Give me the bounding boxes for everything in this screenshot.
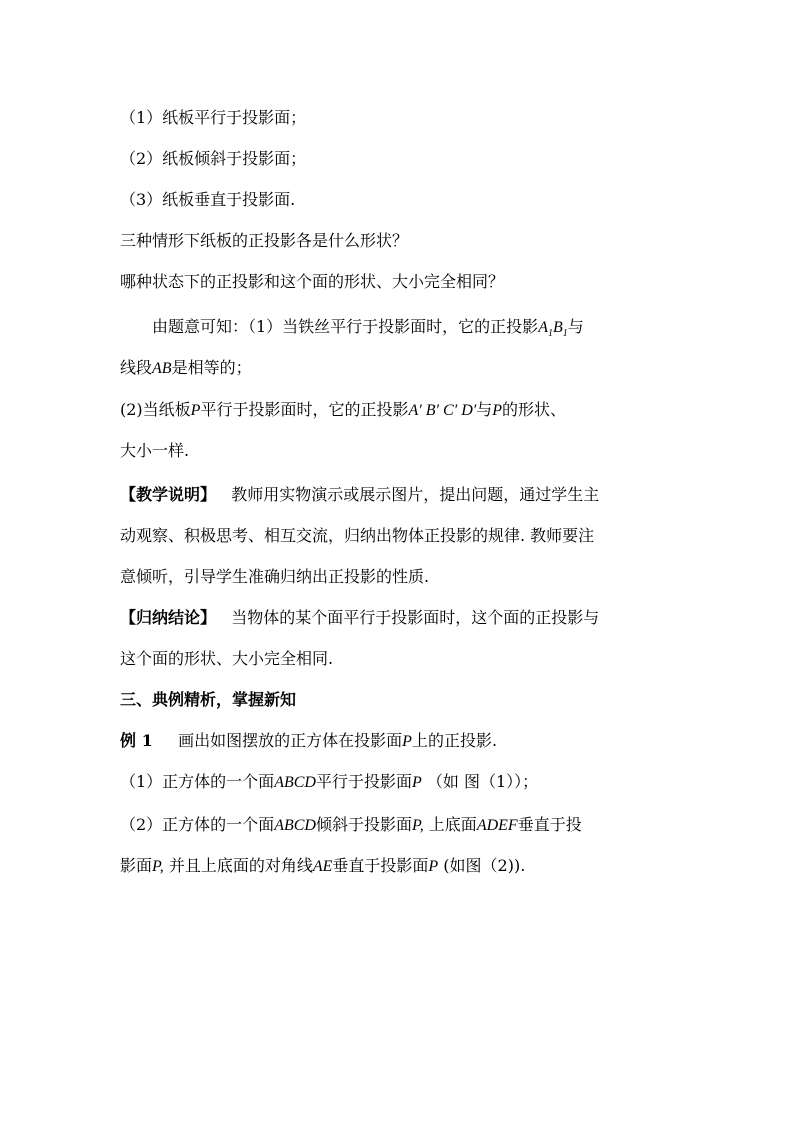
answer-text: 与	[476, 400, 493, 419]
list-item-1: （1）纸板平行于投影面；	[120, 108, 307, 127]
answer-text: 平行于投影面时，它的正投影	[200, 400, 409, 419]
var-p: P	[190, 402, 201, 419]
example-text: 并且上底面的对角线	[168, 856, 313, 875]
answer-paragraph-line-2	[120, 358, 680, 379]
conclusion-tag: 【归纳结论】	[120, 608, 217, 627]
question-1: 三种情形下纸板的正投影各是什么形状？	[120, 231, 409, 250]
var-abcd: ABCD	[274, 774, 316, 791]
conclusion-text: 当物体的某个面平行于投影面时，这个面的正投影与	[231, 608, 600, 627]
answer-paragraph-line-3	[120, 400, 680, 421]
example-part-2-line-2	[120, 856, 680, 877]
example-text: 上底面	[428, 815, 477, 834]
answer-text: (2)当纸板	[120, 400, 191, 419]
conclusion-line-2: 这个面的形状、大小完全相同.	[120, 649, 334, 668]
example-text-end: (如图（2)).	[443, 856, 526, 875]
example-text: 影面	[120, 856, 153, 875]
example-text: 画出如图摆放的正方体在投影面	[178, 731, 403, 750]
var-p: P,	[411, 817, 424, 834]
example-text-end: 垂直于投	[517, 815, 582, 834]
var-p: P	[402, 733, 412, 750]
answer-text-end: 是相等的；	[171, 358, 252, 377]
answer-text: 线段	[120, 358, 153, 377]
example-text-end: （如 图（1））；	[426, 772, 539, 791]
answer-paragraph-line-1	[152, 317, 680, 338]
var-ab: AB	[152, 360, 172, 377]
conclusion-line-1	[120, 608, 680, 628]
var-p: P	[411, 774, 422, 791]
answer-text-end: 与	[567, 317, 584, 336]
question-2: 哪种状态下的正投影和这个面的形状、大小完全相同？	[120, 272, 505, 291]
teaching-note-line-3: 意倾听，引导学生准确归纳出正投影的性质.	[120, 567, 430, 586]
example-title	[120, 731, 680, 752]
var-p: P	[428, 858, 439, 875]
var-p: P,	[152, 858, 164, 875]
var-adef: ADEF	[476, 817, 518, 834]
example-part-1	[120, 772, 680, 793]
teaching-note-line-1	[120, 485, 680, 505]
example-text: 平行于投影面	[315, 772, 412, 791]
example-part-2-line-1	[120, 815, 680, 836]
var-a: A	[538, 319, 548, 336]
var-ae: AE	[312, 858, 333, 875]
section-heading: 三、典例精析，掌握新知	[120, 690, 297, 709]
answer-text: 由题意可知：（1）当铁丝平行于投影面时，它的正投影	[152, 317, 539, 336]
subscript-2: 1	[562, 328, 568, 340]
answer-text-end: 的形状、	[502, 400, 567, 419]
list-item-2: （2）纸板倾斜于投影面；	[120, 149, 307, 168]
list-item-3: （3）纸板垂直于投影面.	[120, 190, 296, 209]
var-b: B	[552, 319, 563, 336]
var-abcd: ABCD	[274, 817, 316, 834]
answer-paragraph-line-4: 大小一样.	[120, 441, 190, 460]
subscript-1: 1	[547, 328, 553, 340]
example-text-end: 上的正投影.	[411, 731, 498, 750]
example-tag: 例 1	[120, 731, 153, 750]
teaching-note-line-2: 动观察、积极思考、相互交流，归纳出物体正投影的规律. 教师要注	[120, 526, 595, 545]
var-p: P	[492, 402, 503, 419]
teaching-note-text: 教师用实物演示或展示图片，提出问题，通过学生主	[231, 485, 600, 504]
teaching-note-tag: 【教学说明】	[120, 485, 217, 504]
example-text: 倾斜于投影面	[315, 815, 412, 834]
example-text: （1）正方体的一个面	[120, 772, 275, 791]
example-text: 垂直于投影面	[332, 856, 429, 875]
var-abcd-prime: A′ B′ C′ D′	[408, 402, 477, 419]
example-text: （2）正方体的一个面	[120, 815, 275, 834]
